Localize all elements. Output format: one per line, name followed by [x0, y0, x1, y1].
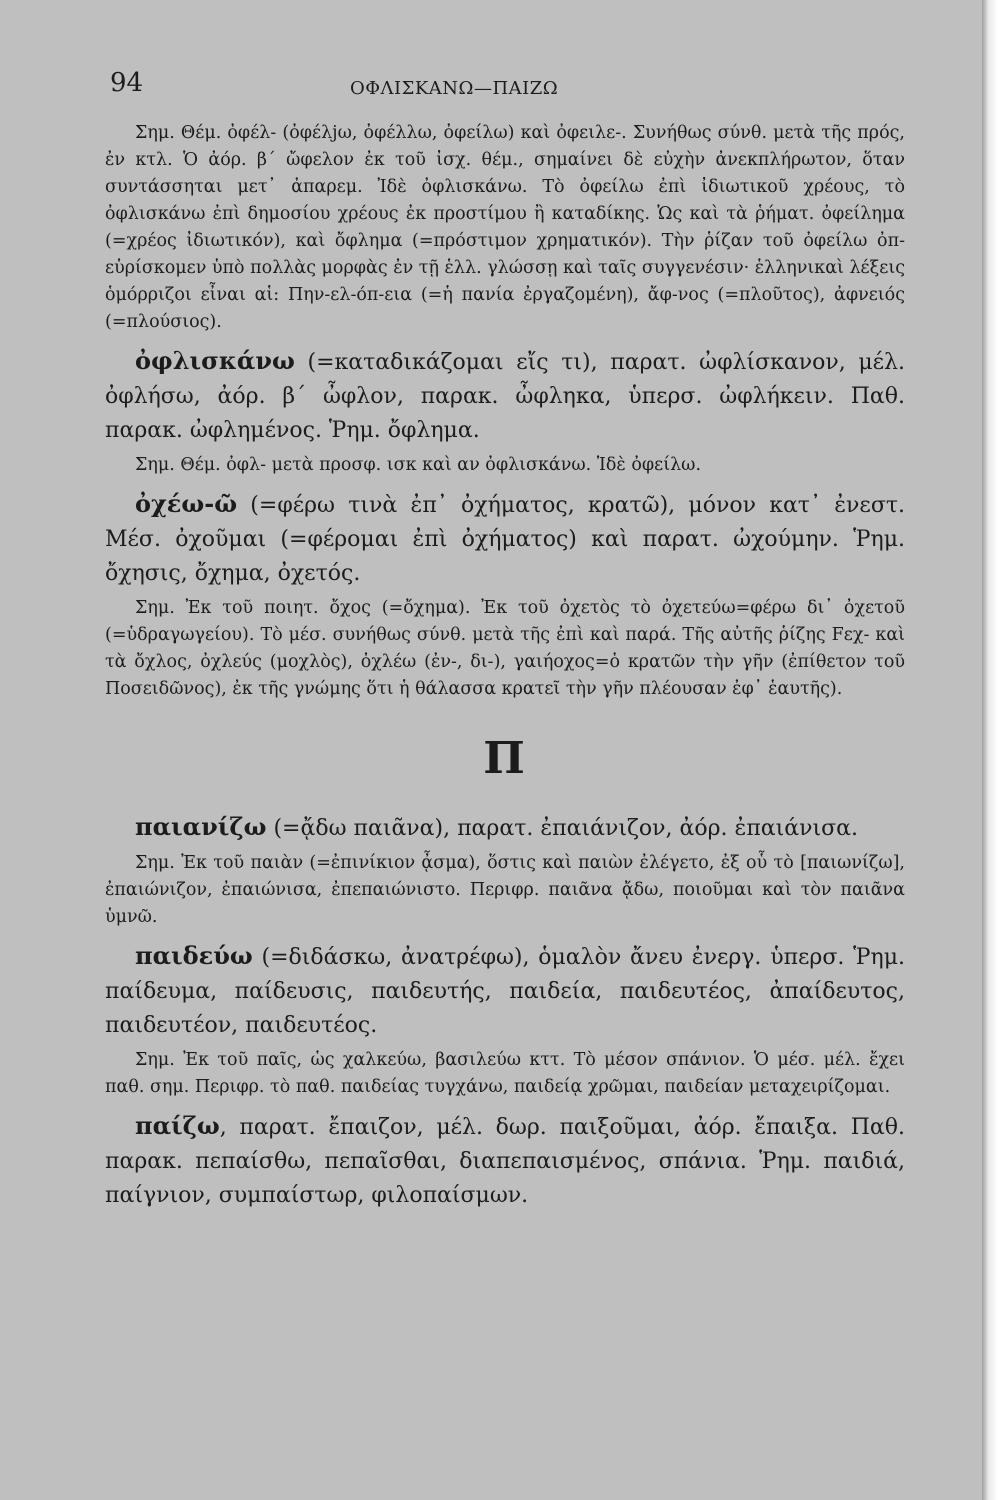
note-paideuo [105, 1047, 905, 1101]
entry-paideuo [105, 939, 905, 1043]
note-paianizo [105, 850, 905, 931]
entry-text: (=διδάσκω, ἀνατρέφω), ὁμαλὸν ἄνευ ἐνεργ. ὑπερσ. Ῥημ. παίδευμα, παίδευσις, παιδευτής, παιδεία, παιδευτέος, ἀπαίδευτος, παιδευτέον, παιδευτέος. [105, 945, 905, 1038]
note-text: Σημ. Ἐκ τοῦ παιὰν (=ἐπινίκιον ᾆσμα), ὅστις καὶ παιὼν ἐλέγετο, ἐξ οὗ τὸ [παιωνίζω], ἐπαιώνιζον, ἐπαιώνισα, ἐπεπαιώνιστο. Περιφρ. παιᾶνα ᾄδω, ποιοῦμαι καὶ τὸν παιᾶνα ὑμνῶ. [105, 853, 905, 927]
entry-text: (=καταδικάζομαι εἴς τι), παρατ. ὠφλίσκανον, μέλ. ὀφλήσω, ἀόρ. β΄ ὦφλον, παρακ. ὦφληκα, ὑπερσ. ὠφλήκειν. Παθ. παρακ. ὠφλημένος. Ῥημ. ὄφλημα. [105, 350, 905, 443]
headword: ὀχέω-ῶ [135, 489, 238, 518]
entry-text: (=ᾄδω παιᾶνα), παρατ. ἐπαιάνιζον, ἀόρ. ἐπαιάνισα. [266, 816, 858, 841]
note-ofeilo [105, 120, 905, 336]
running-head: ΟΦΛΙΣΚΑΝΩ—ΠΑΙΖΩ [350, 78, 559, 99]
note-ocheo [105, 595, 905, 703]
entry-text: (=φέρω τινὰ ἐπ᾽ ὀχήματος, κρατῶ), μόνον κατ᾽ ἐνεστ. Μέσ. ὀχοῦμαι (=φέρομαι ἐπὶ ὀχήματος) καὶ παρατ. ὠχούμην. Ῥημ. ὄχησις, ὄχημα, ὀχετός. [105, 493, 905, 586]
note-text: Σημ. Ἐκ τοῦ παῖς, ὡς χαλκεύω, βασιλεύω κττ. Τὸ μέσον σπάνιον. Ὁ μέσ. μέλ. ἔχει παθ. σημ. Περιφρ. τὸ παθ. παιδείας τυγχάνω, παιδείᾳ χρῶμαι, παιδείαν μεταχειρίζομαι. [105, 1050, 905, 1097]
entry-paizo [105, 1109, 905, 1213]
page-edge [982, 0, 998, 1500]
note-text: Σημ. Ἐκ τοῦ ποιητ. ὄχος (=ὄχημα). Ἐκ τοῦ ὀχετὸς τὸ ὀχετεύω=φέρω δι᾽ ὀχετοῦ (=ὑδραγωγείου). Τὸ μέσ. συνήθως σύνθ. μετὰ τῆς ἐπὶ καὶ παρά. Τῆς αὐτῆς ῥίζης Fεχ- καὶ τὰ ὄχλος, ὀχλεύς (μοχλὸς), ὀχλέω (ἐν-, δι-), γαιήοχος=ὁ κρατῶν τὴν γῆν (ἐπίθετον τοῦ Ποσειδῶνος), ἐκ τῆς γνώμης ὅτι ἡ θάλασσα κρατεῖ τὴν γῆν πλέουσαν ἐφ᾽ ἑαυτῆς). [105, 598, 905, 699]
page-header [110, 66, 910, 106]
page-body [105, 120, 905, 1217]
headword: ὀφλισκάνω [135, 346, 295, 375]
note-text: Σημ. Θέμ. ὀφλ- μετὰ προσφ. ισκ καὶ αν ὀφλισκάνω. Ἰδὲ ὀφείλω. [135, 455, 702, 475]
note-oflishkano [105, 452, 905, 479]
section-letter-pi: Π [483, 733, 527, 784]
entry-paianizo [105, 810, 905, 846]
entry-text: , παρατ. ἔπαιζον, μέλ. δωρ. παιξοῦμαι, ἀόρ. ἔπαιξα. Παθ. παρακ. πεπαίσθω, πεπαῖσθαι, διαπεπαισμένος, σπάνια. Ῥημ. παιδιά, παίγνιον, συμπαίστωρ, φιλοπαίσμων. [105, 1115, 905, 1208]
headword: παίζω [135, 1111, 220, 1140]
headword: παιδεύω [135, 941, 253, 970]
page-number: 94 [110, 68, 144, 98]
entry-ocheo [105, 487, 905, 591]
entry-oflishkano [105, 344, 905, 448]
note-text: Σημ. Θέμ. ὀφέλ- (ὀφέλjω, ὀφέλλω, ὀφείλω) καὶ ὀφειλε-. Συνήθως σύνθ. μετὰ τῆς πρός, ἐν κτλ. Ὁ ἀόρ. β΄ ὤφελον ἐκ τοῦ ἰσχ. θέμ., σημαίνει δὲ εὐχὴν ἀνεκπλήρωτον, ὅταν συντάσσηται μετ᾽ ἀπαρεμ. Ἰδὲ ὀφλισκάνω. Τὸ ὀφείλω ἐπὶ ἰδιωτικοῦ χρέους, τὸ ὀφλισκάνω ἐπὶ δημοσίου χρέους ἐκ προστίμου ἢ καταδίκης. Ὡς καὶ τὰ ῥήματ. ὀφείλημα (=χρέος ἰδιωτικόν), καὶ ὄφλημα (=πρόστιμον χρηματικόν). Τὴν ῥίζαν τοῦ ὀφείλω ὀπ- εὑρίσκομεν ὑπὸ πολλὰς μορφὰς ἐν τῇ ἑλλ. γλώσσῃ καὶ ταῖς συγγενέσιν· ἑλληνικαὶ λέξεις ὁμόρριζοι εἶναι αἱ: Πην-ελ-όπ-εια (=ἡ πανία ἐργαζομένη), ἄφ-νος (=πλοῦτος), ἀφνειός (=πλούσιος). [105, 123, 905, 332]
headword: παιανίζω [135, 812, 267, 841]
